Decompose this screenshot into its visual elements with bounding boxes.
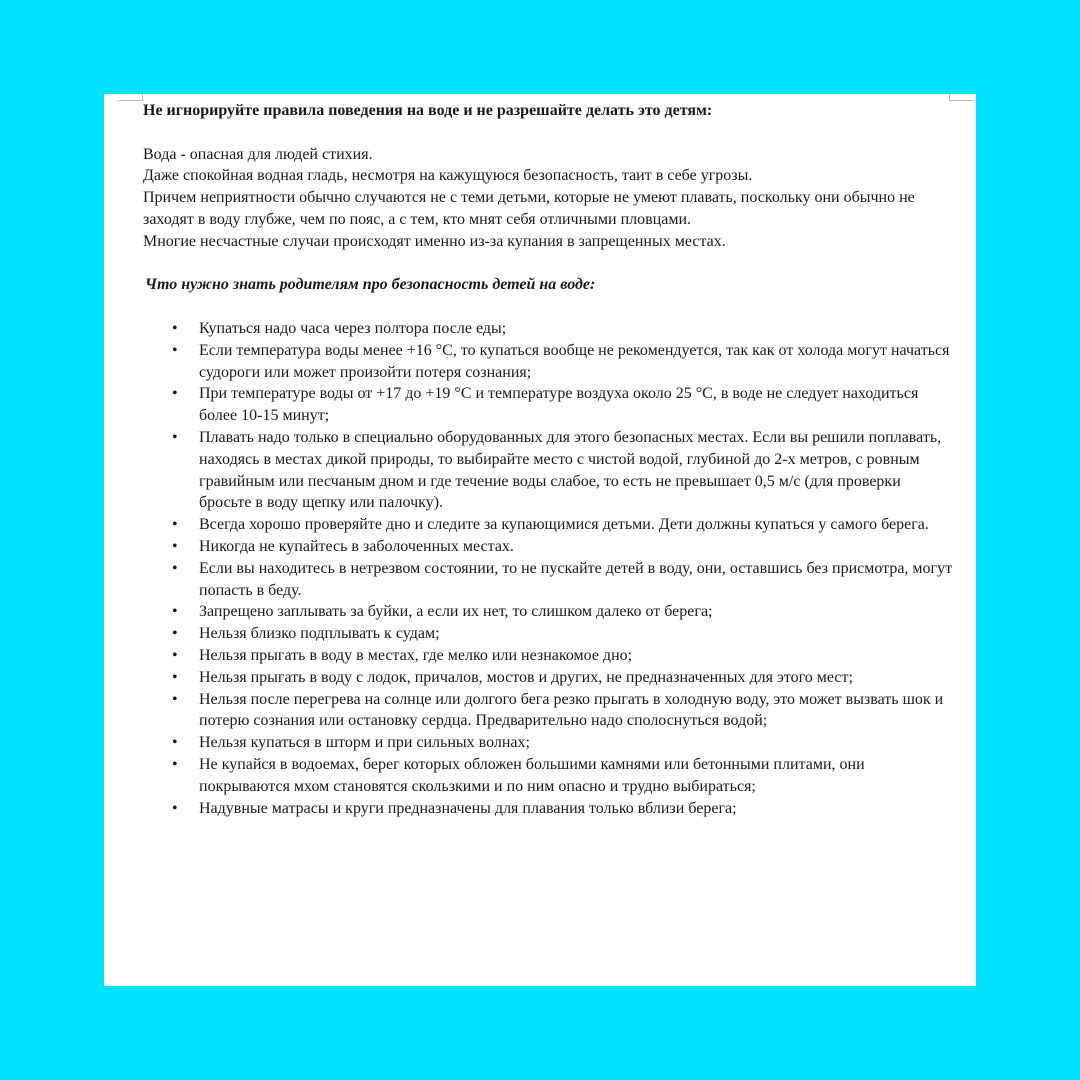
safety-rules-list [143,318,953,819]
intro-line: Причем неприятности обычно случаются не с теми детьми, которые не умеют плавать, поскольку они обычно не заходят в воду глубже, чем по пояс, а с тем, кто мнят себя отличными пловцами. [143,189,915,228]
list-item [143,667,953,689]
bullet-icon: • [172,341,178,359]
list-item [143,732,953,754]
list-item [143,427,953,514]
list-item [143,514,953,536]
list-item-text: Не купайся в водоемах, берег которых обложен большими камнями или бетонными плитами, они покрываются мхом становятся скользкими и по ним опасно и трудно выбираться; [199,755,865,795]
list-item [143,318,953,340]
intro-line: Даже спокойная водная гладь, несмотря на кажущуюся безопасность, таит в себе угрозы. [143,167,753,185]
intro-line: Вода - опасная для людей стихия. [143,145,373,163]
list-item [143,601,953,623]
bullet-icon: • [172,668,178,686]
bullet-icon: • [172,755,178,773]
list-item-text: Купаться надо часа через полтора после еды; [199,319,507,337]
intro-line: Многие несчастные случаи происходят именно из-за купания в запрещенных местах. [143,232,726,250]
bullet-icon: • [172,799,178,817]
bullet-icon: • [172,690,178,708]
list-item-text: Нельзя прыгать в воду с лодок, причалов, мостов и других, не предназначенных для этого мест; [199,668,853,686]
bullet-icon: • [172,516,178,534]
list-item [143,558,953,602]
list-item-text: Запрещено заплывать за буйки, а если их нет, то слишком далеко от берега; [199,603,713,621]
list-item [143,536,953,558]
document-page [104,94,976,986]
document-heading: Не игнорируйте правила поведения на воде и не разрешайте делать это детям: [143,102,713,119]
list-item-text: При температуре воды от +17 до +19 °С и температуре воздуха около 25 °С, в воде не следует находиться более 10-15 минут; [199,385,919,425]
bullet-icon: • [172,319,178,337]
list-item-text: Нельзя близко подплывать к судам; [199,625,440,643]
bullet-icon: • [172,428,178,446]
document-content [143,100,953,819]
bullet-icon: • [172,603,178,621]
list-item-text: Нельзя купаться в шторм и при сильных волнах; [199,734,530,752]
list-item-text: Всегда хорошо проверяйте дно и следите за купающимися детьми. Дети должны купаться у самого берега. [199,516,929,534]
page-corner-mark-left [118,94,143,101]
bullet-icon: • [172,385,178,403]
bullet-icon: • [172,734,178,752]
list-item [143,754,953,798]
list-item [143,383,953,427]
list-item [143,798,953,820]
bullet-icon: • [172,646,178,664]
bullet-icon: • [172,559,178,577]
list-item-text: Если температура воды менее +16 °С, то купаться вообще не рекомендуется, так как от холода могут начаться судороги или может произойти потеря сознания; [199,341,950,381]
list-item-text: Если вы находитесь в нетрезвом состоянии, то не пускайте детей в воду, они, оставшись без присмотра, могут попасть в беду. [199,559,953,599]
list-item [143,340,953,384]
list-item [143,689,953,733]
list-item [143,645,953,667]
list-item [143,623,953,645]
list-item-text: Никогда не купайтесь в заболоченных местах. [199,537,514,555]
section-subheading: Что нужно знать родителям про безопасность детей на воде: [145,276,596,294]
list-item-text: Нельзя прыгать в воду в местах, где мелко или незнакомое дно; [199,646,633,664]
list-item-text: Надувные матрасы и круги предназначены для плавания только вблизи берега; [199,799,737,817]
list-item-text: Плавать надо только в специально оборудованных для этого безопасных местах. Если вы решили поплавать, находясь в местах дикой природы, то выбирайте место с чистой водой, глубиной до 2-х метров, с ровным гравийным или песчаным дном и где течение воды слабое, то есть не превышает 0,5 м/с (для проверки бросьте в воду щепку или палочку). [199,428,942,512]
bullet-icon: • [172,625,178,643]
intro-paragraph [143,144,953,253]
list-item-text: Нельзя после перегрева на солнце или долгого бега резко прыгать в холодную воду, это может вызвать шок и потерю сознания или остановку сердца. Предварительно надо сполоснуться водой; [199,690,944,730]
bullet-icon: • [172,537,178,555]
